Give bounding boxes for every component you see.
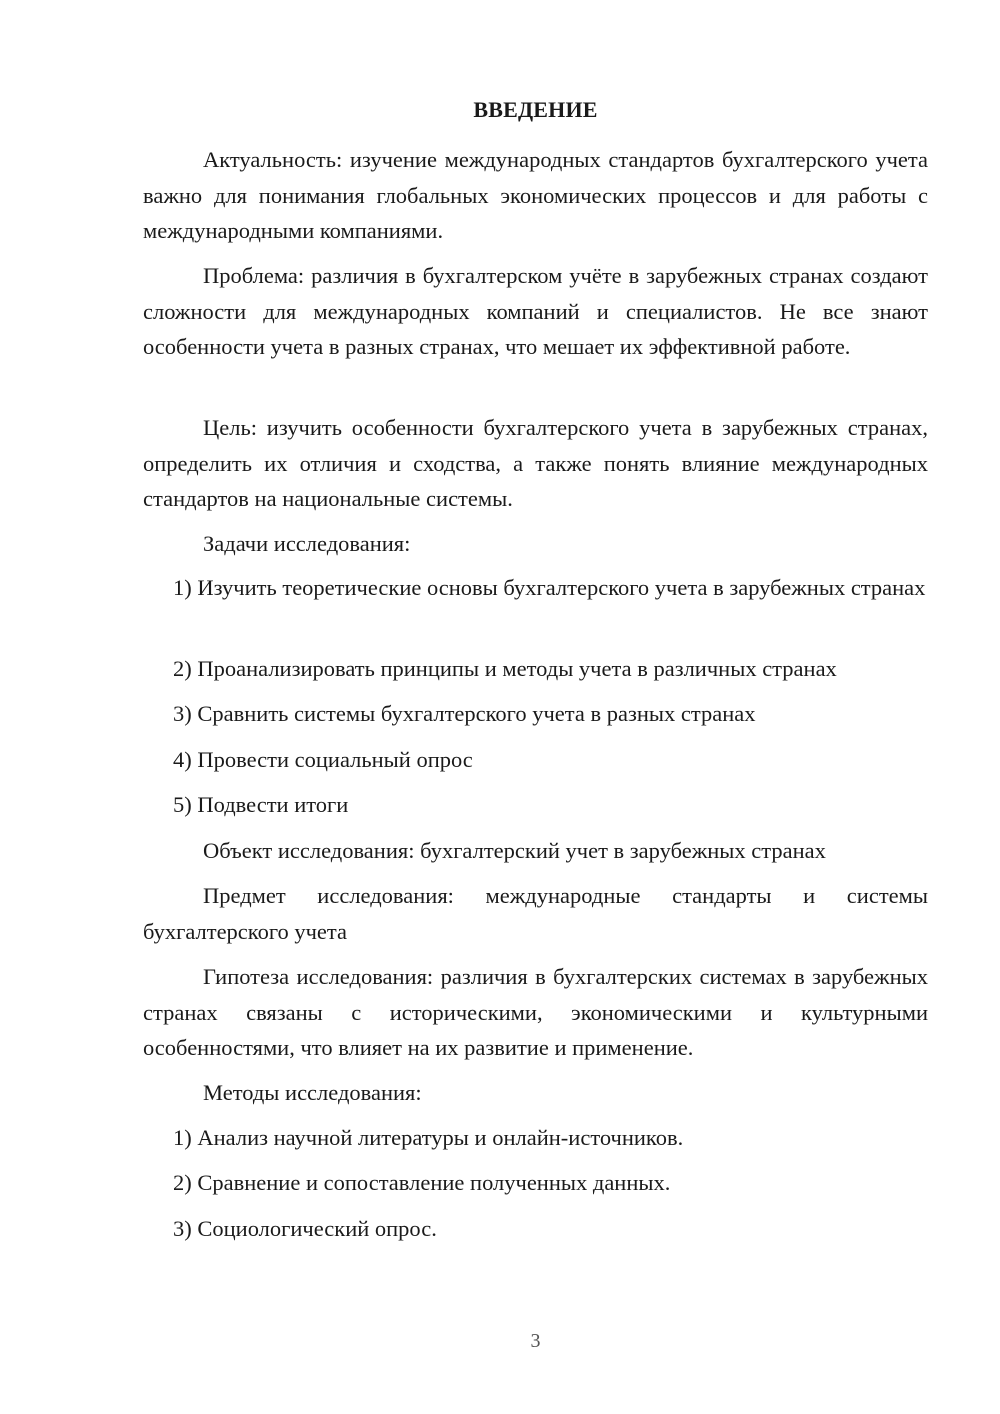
problem-paragraph: Проблема: различия в бухгалтерском учёте в зарубежных странах создают сложности для международных компаний и специалистов. Не все знают особенности учета в разных странах, что мешает их эффективной работе. [143, 263, 928, 359]
task-item: 3) Сравнить системы бухгалтерского учета в разных странах [173, 701, 756, 726]
method-item: 3) Социологический опрос. [173, 1216, 437, 1241]
goal-paragraph: Цель: изучить особенности бухгалтерского учета в зарубежных странах, определить их отличия и сходства, а также понять влияние международных стандартов на национальные системы. [143, 415, 928, 511]
method-item: 1) Анализ научной литературы и онлайн-источников. [173, 1125, 684, 1150]
page-number: 3 [530, 1330, 541, 1352]
page-title: ВВЕДЕНИЕ [473, 97, 598, 122]
document-page [143, 0, 928, 1414]
task-item: 2) Проанализировать принципы и методы учета в различных странах [173, 656, 837, 681]
task-item: 4) Провести социальный опрос [173, 747, 473, 772]
subject-paragraph: Предмет исследования: международные стандарты и системы бухгалтерского учета [143, 883, 928, 944]
tasks-heading: Задачи исследования: [203, 531, 411, 556]
relevance-paragraph: Актуальность: изучение международных стандартов бухгалтерского учета важно для понимания глобальных экономических процессов и для работы с международными компаниями. [143, 147, 928, 243]
hypothesis-paragraph: Гипотеза исследования: различия в бухгалтерских системах в зарубежных странах связаны с историческими, экономическими и культурными особенностями, что влияет на их развитие и применение. [143, 964, 928, 1060]
task-item: 1) Изучить теоретические основы бухгалтерского учета в зарубежных странах [173, 575, 926, 600]
object-paragraph: Объект исследования: бухгалтерский учет в зарубежных странах [203, 838, 826, 863]
methods-heading: Методы исследования: [203, 1080, 422, 1105]
task-item: 5) Подвести итоги [173, 792, 349, 817]
method-item: 2) Сравнение и сопоставление полученных данных. [173, 1170, 671, 1195]
